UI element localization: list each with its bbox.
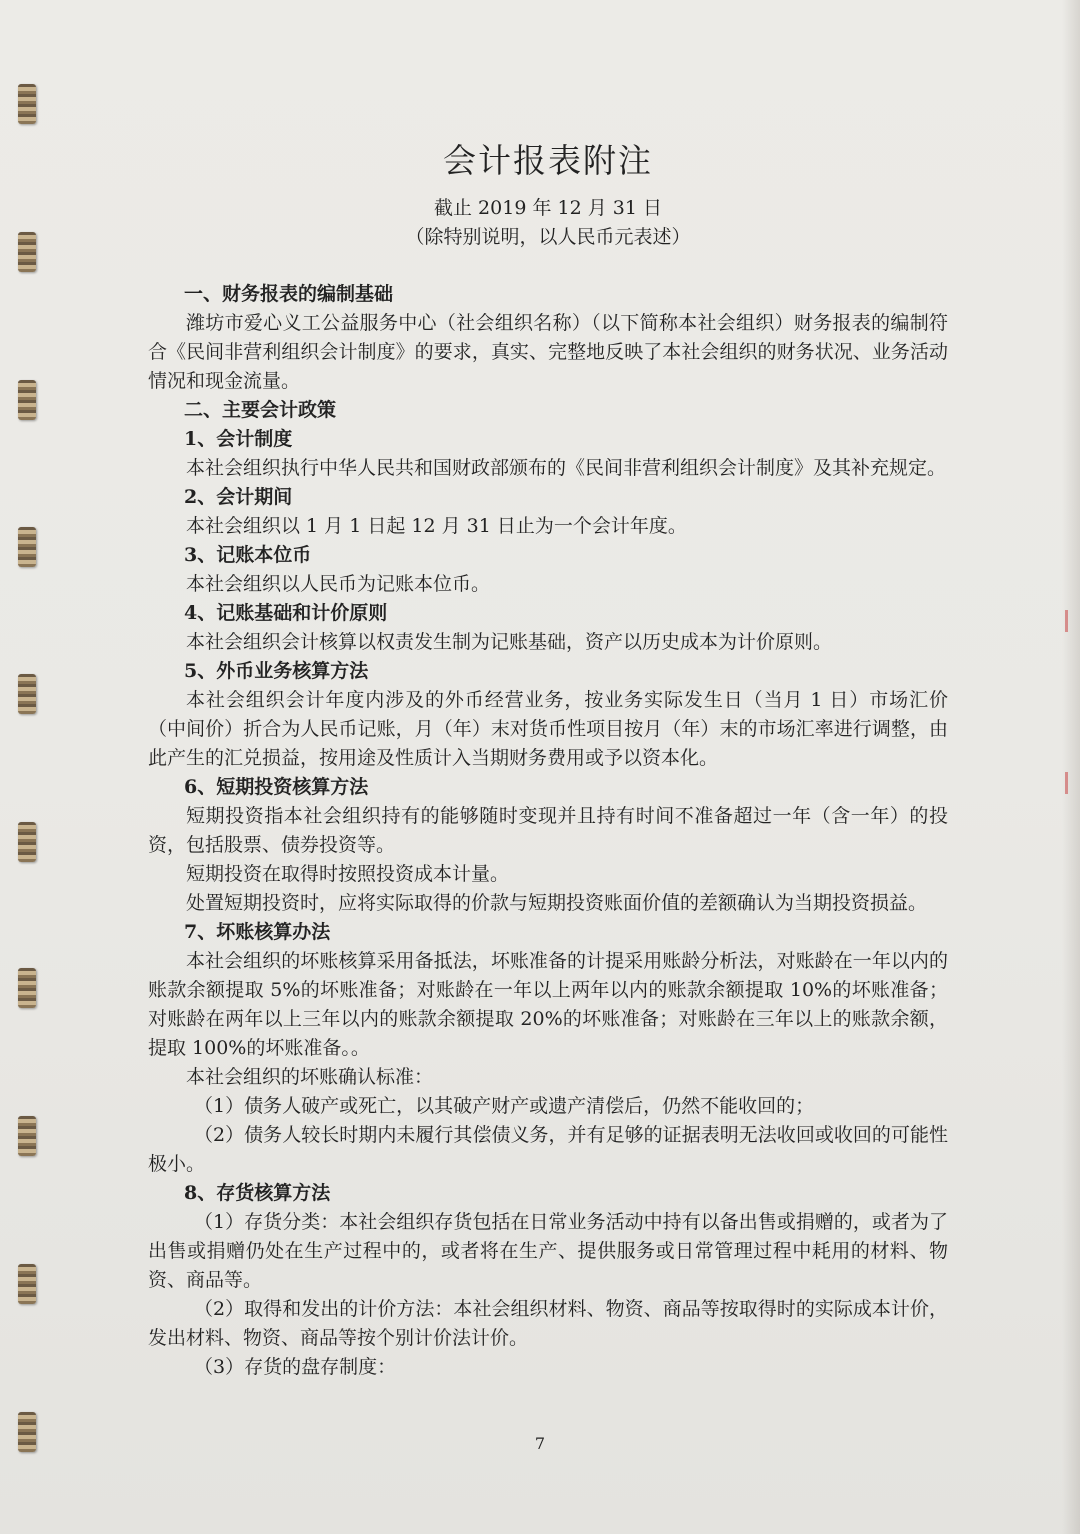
binding-clip <box>18 84 36 124</box>
binding-clip <box>18 527 36 567</box>
document-body <box>148 280 948 1382</box>
binding-clip <box>18 968 36 1008</box>
seal-edge-mark <box>1065 772 1078 794</box>
binding-clip <box>18 822 36 862</box>
currency-note: （除特别说明，以人民币元表述） <box>405 226 691 248</box>
body-paragraph: 本社会组织执行中华人民共和国财政部颁布的《民间非营利组织会计制度》及其补充规定。 <box>186 457 947 479</box>
document-content <box>148 140 948 1382</box>
binding-clip <box>18 674 36 714</box>
date-line: 截止 2019 年 12 月 31 日 <box>434 197 662 219</box>
body-paragraph: 短期投资在取得时按照投资成本计量。 <box>186 863 510 885</box>
list-paragraph: （2）取得和发出的计价方法：本社会组织材料、物资、商品等按取得时的实际成本计价，发出材料、物资、商品等按个别计价法计价。 <box>148 1298 948 1349</box>
body-paragraph: 本社会组织以人民币为记账本位币。 <box>186 573 491 595</box>
binding-clip <box>18 232 36 272</box>
section-heading: 5、外币业务核算方法 <box>184 660 369 682</box>
section-heading: 2、会计期间 <box>184 486 293 508</box>
list-paragraph: （2）债务人较长时期内未履行其偿债义务，并有足够的证据表明无法收回或收回的可能性极小。 <box>148 1124 948 1175</box>
body-paragraph: 本社会组织的坏账确认标准： <box>186 1066 434 1088</box>
body-paragraph: 短期投资指本社会组织持有的能够随时变现并且持有时间不准备超过一年（含一年）的投资，包括股票、债券投资等。 <box>148 805 948 856</box>
list-paragraph: （3）存货的盘存制度： <box>194 1356 397 1378</box>
body-paragraph: 本社会组织以 1 月 1 日起 12 月 31 日止为一个会计年度。 <box>186 515 687 537</box>
section-heading: 3、记账本位币 <box>184 544 312 566</box>
section-heading: 7、坏账核算办法 <box>184 921 331 943</box>
list-paragraph: （1）债务人破产或死亡，以其破产财产或遗产清偿后，仍然不能收回的； <box>194 1095 815 1117</box>
section-heading: 8、存货核算方法 <box>184 1182 331 1204</box>
binding-clip <box>18 1264 36 1304</box>
body-paragraph: 潍坊市爱心义工公益服务中心（社会组织名称）（以下简称本社会组织）财务报表的编制符合《民间非营利组织会计制度》的要求，真实、完整地反映了本社会组织的财务状况、业务活动情况和现金流量。 <box>148 312 948 392</box>
binding-clip <box>18 380 36 420</box>
list-paragraph: （1）存货分类：本社会组织存货包括在日常业务活动中持有以备出售或捐赠的，或者为了出售或捐赠仍处在生产过程中的，或者将在生产、提供服务或日常管理过程中耗用的材料、物资、商品等。 <box>148 1211 948 1291</box>
page-number: 7 <box>534 1434 546 1453</box>
page-edge-shadow <box>1062 0 1080 1534</box>
binding-clip <box>18 1116 36 1156</box>
section-heading: 1、会计制度 <box>184 428 293 450</box>
document-title: 会计报表附注 <box>443 141 653 180</box>
body-paragraph: 本社会组织会计年度内涉及的外币经营业务，按业务实际发生日（当月 1 日）市场汇价（中间价）折合为人民币记账，月（年）末对货币性项目按月（年）末的市场汇率进行调整，由此产生的汇兑损益，按用途及性质计入当期财务费用或予以资本化。 <box>148 689 948 769</box>
body-paragraph: 本社会组织会计核算以权责发生制为记账基础，资产以历史成本为计价原则。 <box>186 631 833 653</box>
body-paragraph: 处置短期投资时，应将实际取得的价款与短期投资账面价值的差额确认为当期投资损益。 <box>186 892 928 914</box>
section-heading: 一、财务报表的编制基础 <box>184 283 394 305</box>
section-heading: 二、主要会计政策 <box>184 399 337 421</box>
body-paragraph: 本社会组织的坏账核算采用备抵法，坏账准备的计提采用账龄分析法，对账龄在一年以内的账款余额提取 5%的坏账准备；对账龄在一年以上两年以内的账款余额提取 10%的坏账准备；对账龄在两年以上三年以内的账款余额提取 20%的坏账准备；对账龄在三年以上的账款余额，提取 100%的坏账准备。。 <box>148 950 948 1059</box>
seal-edge-mark <box>1065 610 1078 632</box>
section-heading: 4、记账基础和计价原则 <box>184 602 388 624</box>
section-heading: 6、短期投资核算方法 <box>184 776 369 798</box>
